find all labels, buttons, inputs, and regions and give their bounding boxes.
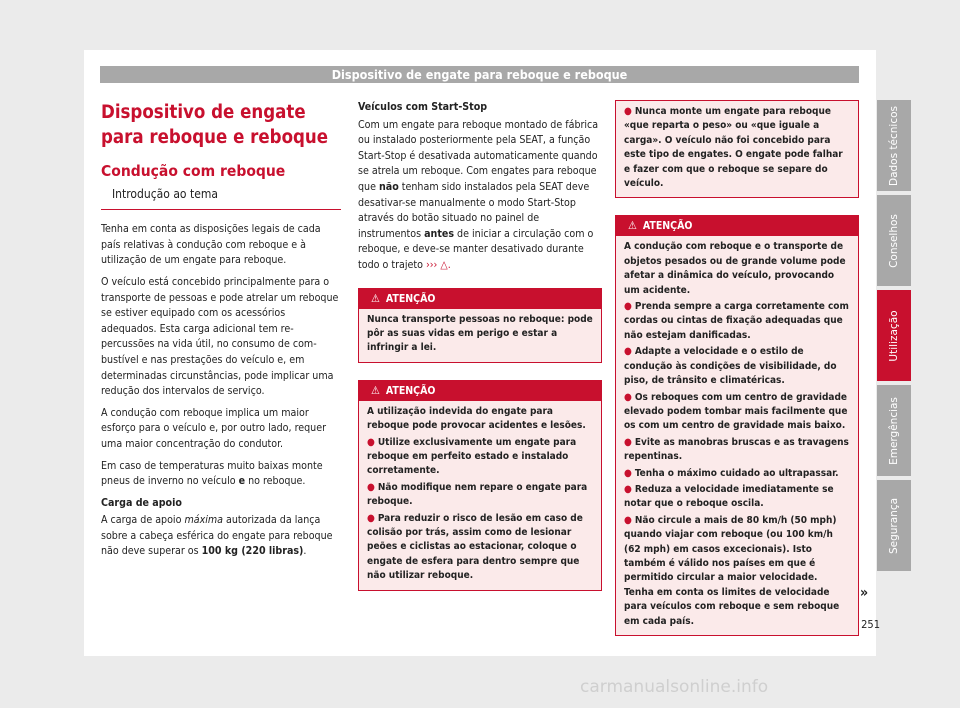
paragraph: O veículo está concebido principalmente para o transporte de pessoas e pode atrelar um reboque se estiver equipado com os acessórios adequados. Esta carga adicional tem repercussões na vida útil, no consumo de combustível e nas prestações do veículo e, em determinadas circunstâncias, pode implicar uma redução dos intervalos de serviço.: [101, 275, 339, 398]
side-tabs: [877, 100, 911, 575]
bullet-text: Não modifique nem repare o engate para reboque.: [367, 481, 588, 508]
warning-icon: ⚠: [628, 219, 637, 233]
bullet-icon: ●: [624, 467, 632, 479]
bullet-text: Não circule a mais de 80 km/h (50 mph) quando viajar com reboque (ou 100 km/h (62 mph) em casos excecionais). Isto também é válido nos países em que é permitido circular a maior velocidade. Tenha em conta os limites de velocidade para veículos com reboque e sem reboque em cada país.: [624, 514, 840, 627]
watermark: carmanualsonline.info: [580, 677, 769, 697]
bullet-text: Utilize exclusivamente um engate para reboque em perfeito estado e instalado corretamente.: [367, 436, 577, 477]
bullet-item: [367, 436, 593, 479]
section-title: Condução com reboque: [101, 162, 286, 180]
bullet-icon: ●: [367, 436, 375, 448]
bullet-icon: ●: [624, 346, 632, 358]
bullet-icon: ●: [367, 481, 375, 493]
tab-seguranca[interactable]: [877, 480, 911, 571]
warning-text: A condução com reboque e o transporte de objetos pesados ou de grande volume pode afetar a dinâmica do veículo, provocando um acidente.: [624, 241, 846, 296]
warning-body: [616, 236, 858, 635]
bullet-item: [624, 300, 850, 343]
bullet-item: [624, 105, 850, 191]
tab-conselhos[interactable]: [877, 195, 911, 286]
paragraph: [101, 459, 341, 490]
tab-label: Dados técnicos: [888, 105, 900, 186]
page-title: Dispositivo de engate para reboque e reboque: [101, 102, 329, 148]
bullet-item: [624, 345, 850, 388]
text: Em caso de temperaturas muito baixas monte pneus de inverno no veículo: [101, 459, 323, 488]
bullet-text: Adapte a velocidade e o estilo de condução às condições de visibilidade, do piso, de trânsito e climatéricas.: [624, 346, 837, 387]
emphasis: 100 kg (220 libras): [201, 545, 304, 558]
page-number: 251: [861, 618, 880, 631]
text: de iniciar a circulação com o reboque, e deve-se manter desativado durante todo o trajeto: [358, 227, 594, 271]
warning-body: [359, 401, 601, 590]
bullet-text: Evite as manobras bruscas e as travagens repentinas.: [624, 436, 849, 463]
paragraph: Tenha em conta as disposições legais de cada país relativas à condução com reboque e à utilização de um engate para reboque.: [101, 223, 321, 267]
column-2: [358, 100, 602, 608]
warning-label: ATENÇÃO: [385, 384, 436, 397]
bullet-text: Os reboques com um centro de gravidade elevado podem tombar mais facilmente que os com um centro de gravidade mais baixo.: [624, 391, 848, 432]
warning-box-continued: [615, 100, 859, 198]
column-1: [101, 100, 341, 566]
bullet-item: [624, 391, 850, 434]
emphasis: e: [238, 475, 246, 488]
bullet-item: [624, 467, 850, 481]
bullet-item: [367, 512, 593, 584]
subheading-start-stop: Veículos com Start-Stop: [358, 101, 488, 113]
emphasis: antes: [424, 227, 455, 240]
intro-heading: Introdução ao tema: [101, 184, 341, 211]
bullet-text: Tenha o máximo cuidado ao ultrapassar.: [634, 467, 839, 479]
text: Com um engate para reboque montado de fábrica ou instalado posteriormente pela SEAT, a função Start-Stop é desativada automaticamente quando se atrela um reboque. Com engates para reboque que: [358, 118, 599, 193]
text: no reboque.: [245, 475, 306, 488]
warning-label: ATENÇÃO: [385, 292, 436, 305]
bullet-icon: ●: [624, 391, 632, 403]
bullet-item: [624, 436, 850, 465]
tab-label: Utilização: [888, 309, 900, 362]
continue-arrow-icon: »: [860, 585, 869, 601]
subheading-carga: Carga de apoio: [101, 496, 182, 509]
bullet-item: [367, 481, 593, 510]
bullet-text: Nunca monte um engate para reboque «que reparta o peso» ou «que iguale a carga». O veículo não foi concebido para este tipo de engates. O engate pode falhar e fazer com que o reboque se separe do veículo.: [624, 106, 843, 190]
warning-box: [358, 380, 602, 591]
tab-label: Emergências: [888, 396, 900, 465]
emphasis: não: [379, 180, 399, 193]
paragraph: [101, 513, 341, 560]
running-header: Dispositivo de engate para reboque e reboque: [100, 66, 859, 83]
tab-label: Segurança: [888, 497, 900, 554]
warning-header: [359, 381, 601, 401]
text: autorizada da lança sobre a cabeça esférica do engate para reboque não deve superar os: [101, 514, 333, 558]
text: tenham sido instalados pela SEAT deve desativar-se manualmente o modo Start-Stop através do botão situado no painel de instrumentos: [358, 180, 590, 240]
warning-label: ATENÇÃO: [642, 220, 693, 233]
warning-box: [358, 288, 602, 363]
warning-text: A utilização indevida do engate para reboque pode provocar acidentes e lesões.: [367, 405, 586, 432]
column-3: [615, 100, 859, 653]
paragraph: A condução com reboque implica um maior esforço para o veículo e, por outro lado, requer uma maior concentração do condutor.: [101, 406, 326, 450]
tab-emergencias[interactable]: [877, 385, 911, 476]
text: A carga de apoio: [101, 514, 185, 527]
warning-header: [359, 289, 601, 309]
warning-body: Nunca transporte pessoas no reboque: pode pôr as suas vidas em perigo e estar a infringir a lei.: [359, 309, 601, 362]
tab-utilizacao[interactable]: [877, 290, 911, 381]
emphasis: máxima: [184, 514, 223, 527]
warning-icon: ⚠: [371, 291, 380, 305]
text: .: [303, 545, 307, 558]
bullet-icon: ●: [624, 514, 632, 526]
warning-body: [616, 101, 858, 197]
warning-icon: ⚠: [371, 383, 380, 397]
bullet-item: [624, 483, 850, 512]
bullet-icon: ●: [367, 512, 375, 524]
warning-header: [616, 216, 858, 236]
bullet-text: Para reduzir o risco de lesão em caso de colisão por trás, assim como de lesionar peões e ciclistas ao estacionar, coloque o engate de esfera para dentro sempre que não utilizar reboque.: [367, 512, 583, 582]
bullet-icon: ●: [624, 301, 632, 313]
bullet-item: [624, 514, 850, 629]
cross-reference-link[interactable]: ››› △.: [425, 258, 451, 271]
bullet-text: Reduza a velocidade imediatamente se notar que o reboque oscila.: [624, 483, 834, 510]
paragraph: [358, 118, 602, 274]
tab-dados-tecnicos[interactable]: [877, 100, 911, 191]
warning-box: [615, 215, 859, 636]
bullet-text: Prenda sempre a carga corretamente com cordas ou cintas de fixação adequadas que não estejam danificadas.: [624, 301, 849, 341]
bullet-icon: ●: [624, 483, 632, 495]
bullet-icon: ●: [624, 436, 632, 448]
tab-label: Conselhos: [888, 213, 900, 268]
bullet-icon: ●: [624, 106, 632, 117]
